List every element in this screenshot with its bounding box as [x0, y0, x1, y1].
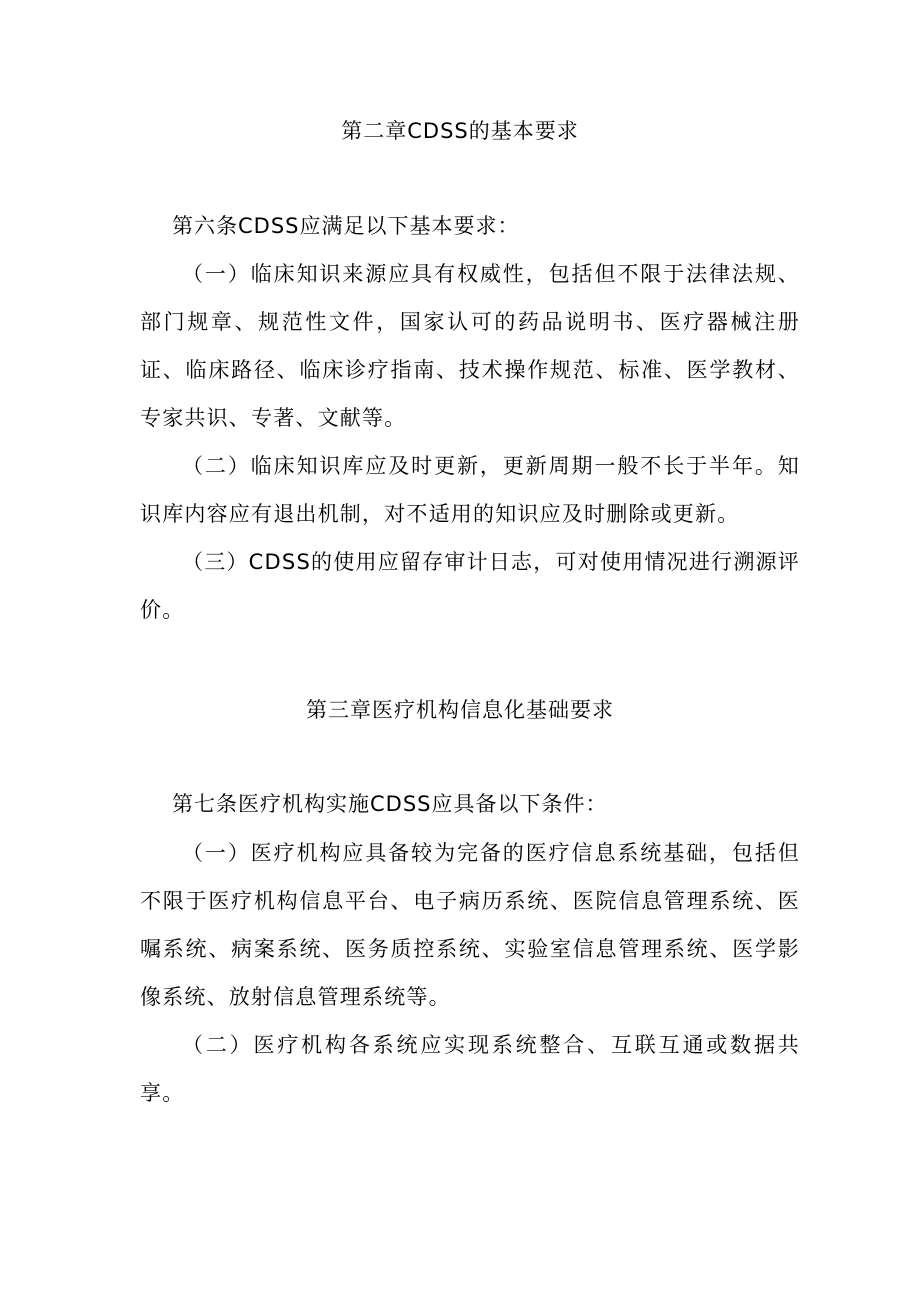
article-6-item-3: （三）CDSS的使用应留存审计日志，可对使用情况进行溯源评价。	[140, 550, 800, 622]
article-7-item-2: （二）医疗机构各系统应实现系统整合、互联互通或数据共享。	[140, 1033, 800, 1105]
article-6-item-1: （一）临床知识来源应具有权威性，包括但不限于法律法规、部门规章、规范性文件，国家认可的药品说明书、医疗器械注册证、临床路径、临床诊疗指南、技术操作规范、标准、医学教材、专家共识、专著、文献等。	[140, 262, 800, 430]
chapter-2-title: 第二章CDSS的基本要求	[341, 119, 579, 143]
chapter-3-title: 第三章医疗机构信息化基础要求	[306, 698, 614, 722]
article-6-title: 第六条CDSS应满足以下基本要求：	[172, 214, 520, 238]
article-7-title: 第七条医疗机构实施CDSS应具备以下条件：	[172, 792, 608, 816]
article-7-item-1: （一）医疗机构应具备较为完备的医疗信息系统基础，包括但不限于医疗机构信息平台、电子病历系统、医院信息管理系统、医嘱系统、病案系统、医务质控系统、实验室信息管理系统、医学影像系统、放射信息管理系统等。	[140, 841, 800, 1009]
article-6-item-2: （二）临床知识库应及时更新，更新周期一般不长于半年。知识库内容应有退出机制，对不适用的知识应及时删除或更新。	[140, 454, 800, 526]
